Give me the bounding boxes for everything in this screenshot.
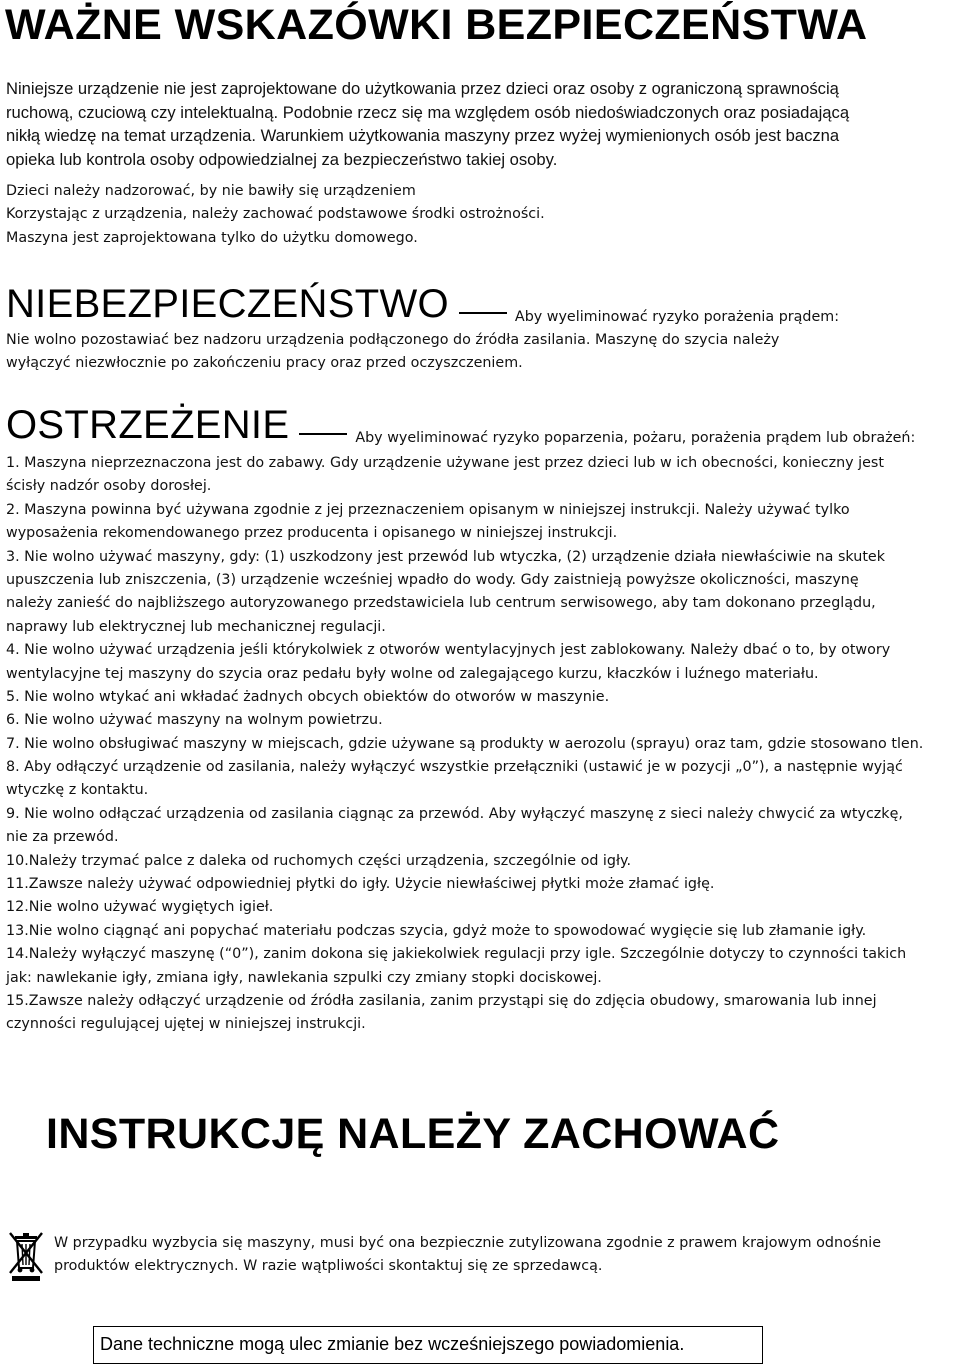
warning-line: wtyczkę z kontaktu.	[6, 782, 149, 799]
warning-line: należy zanieść do najbliższego autoryzowanego przedstawiciela lub centrum serwisowego, aby tam dokonano przeglądu,	[6, 595, 876, 612]
warning-line: wyposażenia rekomendowanego przez producenta i opisanego w niniejszej instrukcji.	[6, 525, 618, 542]
warning-line: nie za przewód.	[6, 829, 119, 846]
warning-line: 15.Zawsze należy odłączyć urządzenie od źródła zasilania, zanim przystąpi się do zdjęcia obudowy, smarowania lub innej	[6, 992, 877, 1009]
heading-dash	[459, 312, 507, 314]
intro-note-line: Maszyna jest zaprojektowana tylko do użytku domowego.	[6, 229, 418, 246]
warning-line: 6. Nie wolno używać maszyny na wolnym powietrzu.	[6, 712, 383, 729]
warning-line: 12.Nie wolno używać wygiętych igieł.	[6, 899, 274, 916]
warning-line: upuszczenia lub zniszczenia, (3) urządzenie wcześniej wpadło do wody. Gdy zaistnieją powyższe okoliczności, maszynę	[6, 571, 859, 588]
weee-bin-icon	[8, 1230, 44, 1287]
warning-heading-row	[6, 402, 915, 448]
warning-line: 9. Nie wolno odłączać urządzenia od zasilania ciągnąc za przewód. Aby wyłączyć maszynę z sieci należy chwycić za wtyczkę,	[6, 805, 903, 822]
disposal-line: W przypadku wyzbycia się maszyny, musi być ona bezpiecznie zutylizowana zgodnie z prawem krajowym odnośnie	[54, 1235, 882, 1251]
warning-line: jak: nawlekanie igły, zmiana igły, nawlekania szpulki czy zmiany stopki dociskowej.	[6, 969, 602, 986]
page-title: WAŻNE WSKAZÓWKI BEZPIECZEŃSTWA	[5, 1, 868, 49]
danger-note: Aby wyeliminować ryzyko porażenia prądem:	[514, 309, 840, 325]
warning-line: 13.Nie wolno ciągnąć ani popychać materiału podczas szycia, gdyż może to spowodować wygięcie się lub złamanie igły.	[6, 922, 867, 939]
warning-line: 7. Nie wolno obsługiwać maszyny w miejscach, gdzie używane są produkty w aerozolu (sprayu) oraz tam, gdzie stosowano tlen.	[6, 735, 924, 752]
danger-text	[6, 329, 779, 376]
warning-line: czynności regulującej ujętej w niniejszej instrukcji.	[6, 1016, 366, 1033]
danger-line: wyłączyć niezwłocznie po zakończeniu pracy oraz przed oczyszczeniem.	[6, 355, 523, 372]
heading-dash	[299, 433, 347, 435]
disposal-line: produktów elektrycznych. W razie wątpliwości skontaktuj się ze sprzedawcą.	[54, 1258, 603, 1275]
warning-line: 8. Aby odłączyć urządzenie od zasilania, należy wyłączyć wszystkie przełączniki (ustawić je w pozycji „0”), a następnie wyjąć	[6, 759, 903, 776]
intro-line: opieka lub kontrola osoby odpowiedzialnej za bezpieczeństwo takiej osoby.	[6, 149, 558, 169]
danger-heading-row	[6, 281, 839, 327]
warning-line: ścisły nadzór osoby dorosłej.	[6, 478, 212, 495]
warning-list	[6, 452, 923, 1037]
danger-line: Nie wolno pozostawiać bez nadzoru urządzenia podłączonego do źródła zasilania. Maszynę do szycia należy	[6, 332, 780, 348]
intro-line: Niniejsze urządzenie nie jest zaprojektowane do użytkowania przez dzieci oraz osoby z ograniczoną sprawnością	[6, 79, 839, 98]
spec-change-notice-box	[93, 1326, 763, 1364]
intro-paragraph	[6, 77, 849, 171]
warning-line: 10.Należy trzymać palce z daleka od ruchomych części urządzenia, szczególnie od igły.	[6, 852, 632, 869]
warning-line: 4. Nie wolno używać urządzenia jeśli którykolwiek z otworów wentylacyjnych jest zablokowany. Należy dbać o to, by otwory	[6, 642, 891, 659]
warning-line: 3. Nie wolno używać maszyny, gdy: (1) uszkodzony jest przewód lub wtyczka, (2) urządzenie działa niewłaściwie na skutek	[6, 548, 886, 565]
warning-line: 11.Zawsze należy używać odpowiedniej płytki do igły. Użycie niewłaściwej płytki może złamać igłę.	[6, 876, 715, 893]
warning-line: naprawy lub elektrycznej lub mechanicznej regulacji.	[6, 618, 386, 635]
warning-line: 14.Należy wyłączyć maszynę (“0”), zanim dokona się jakiekolwiek regulacji przy igle. Szczególnie dotyczy to czynności takich	[6, 946, 907, 963]
warning-line: wentylacyjne tej maszyny do szycia oraz pedału były wolne od zalegającego kurzu, kłaczków i luźnego materiału.	[6, 665, 819, 682]
keep-instructions-heading: INSTRUKCJĘ NALEŻY ZACHOWAĆ	[46, 1110, 780, 1158]
warning-heading: OSTRZEŻENIE	[6, 403, 290, 447]
intro-notes	[6, 180, 545, 250]
warning-line: 5. Nie wolno wtykać ani wkładać żadnych obcych obiektów do otworów w maszynie.	[6, 688, 610, 705]
intro-line: ruchową, czuciową czy intelektualną. Podobnie rzecz się ma względem osób niedoświadczonych oraz posiadającą	[6, 102, 850, 122]
intro-line: nikłą wiedzę na temat urządzenia. Warunkiem użytkowania maszyny przez wyżej wymienionych osób jest baczna	[6, 126, 840, 145]
spec-change-notice: Dane techniczne mogą ulec zmianie bez wcześniejszego powiadomienia.	[100, 1334, 685, 1354]
warning-line: 2. Maszyna powinna być używana zgodnie z jej przeznaczeniem opisanym w niniejszej instrukcji. Należy używać tylko	[6, 501, 850, 518]
warning-note: Aby wyeliminować ryzyko poparzenia, pożaru, porażenia prądem lub obrażeń:	[355, 430, 916, 446]
crossed-out-wheelie-bin-icon	[8, 1230, 44, 1282]
warning-line: 1. Maszyna nieprzeznaczona jest do zabawy. Gdy urządzenie używane jest przez dzieci lub w ich obecności, konieczny jest	[6, 455, 884, 471]
disposal-text	[54, 1232, 881, 1279]
intro-note-line: Korzystając z urządzenia, należy zachować podstawowe środki ostrożności.	[6, 206, 545, 223]
danger-heading: NIEBEZPIECZEŃSTWO	[6, 282, 449, 326]
intro-note-line: Dzieci należy nadzorować, by nie bawiły się urządzeniem	[6, 183, 416, 199]
